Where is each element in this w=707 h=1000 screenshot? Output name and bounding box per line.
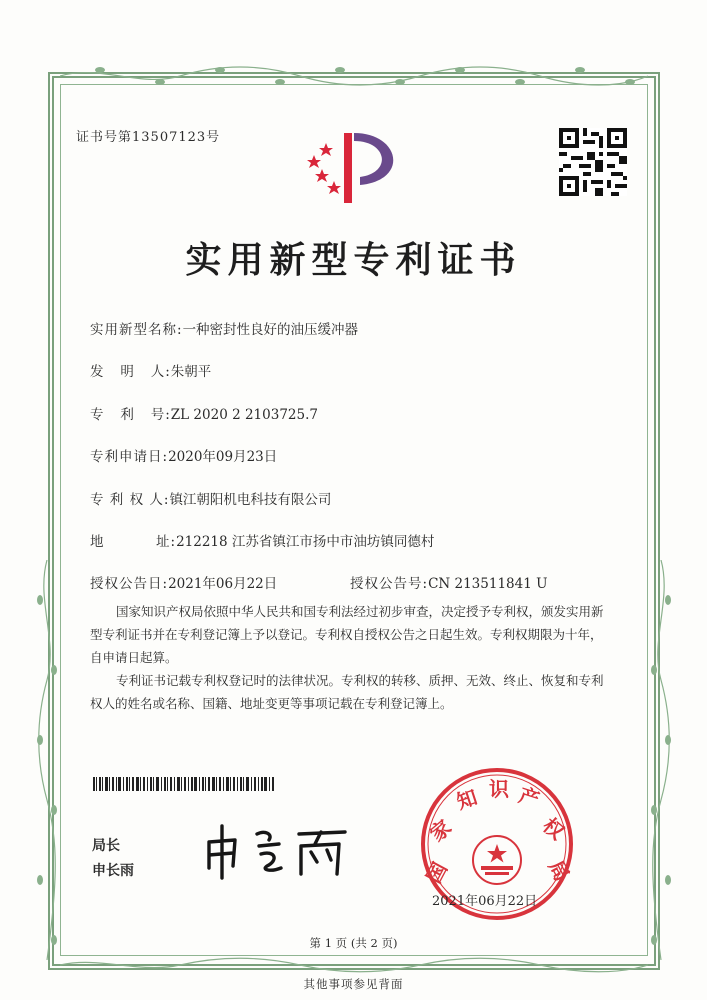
- address-value: 212218 江苏省镇江市扬中市油坊镇同德村: [176, 534, 435, 550]
- utility-model-name-row: [90, 318, 358, 338]
- right-vine-ornament: [648, 560, 674, 960]
- filing-date-row: [90, 445, 277, 465]
- grant-number-value: CN 213511841 U: [428, 576, 548, 592]
- grant-number-label: 授权公告号:: [350, 576, 429, 592]
- body-paragraph-grant: 国家知识产权局依照中华人民共和国专利法经过初步审查，决定授予专利权，颁发实用新型专利证书并在专利登记簿上予以登记。专利权自授权公告之日起生效。专利权期限为十年，自申请日起算。: [90, 604, 604, 665]
- certificate-body: [90, 600, 612, 715]
- svg-text:家: 家: [425, 815, 456, 847]
- patentee-label: 专 利 权 人:: [90, 492, 170, 508]
- bottom-vine-ornament: [60, 956, 648, 974]
- handwritten-signature: [195, 820, 360, 880]
- svg-text:知: 知: [453, 784, 481, 814]
- footer-note: 其他事项参见背面: [303, 977, 404, 991]
- left-vine-ornament: [34, 560, 60, 960]
- utility-model-name-label: 实用新型名称:: [90, 322, 183, 338]
- patent-number-label: 专 利 号:: [90, 407, 171, 423]
- inventor-value: 朱朝平: [170, 364, 212, 380]
- certificate-title: 实用新型专利证书: [185, 239, 522, 281]
- address-row: [156, 530, 434, 550]
- patent-number-value: ZL 2020 2 2103725.7: [170, 407, 318, 423]
- body-paragraph-registry: 专利证书记载专利权登记时的法律状况。专利权的转移、质押、无效、终止、恢复和专利权人的姓名或名称、国籍、地址变更等事项记载在专利登记簿上。: [90, 673, 604, 711]
- grant-date-value: 2021年06月22日: [168, 576, 278, 592]
- filing-date-label: 专利申请日:: [90, 449, 169, 465]
- svg-text:局: 局: [543, 856, 575, 886]
- inventor-row: [90, 360, 211, 380]
- seal-date: 2021年06月22日: [432, 894, 538, 909]
- qr-code: [559, 128, 627, 196]
- svg-text:国: 国: [421, 858, 453, 888]
- filing-date-value: 2020年09月23日: [168, 449, 278, 465]
- utility-model-name-value: 一种密封性良好的油压缓冲器: [182, 322, 359, 338]
- grant-number-row: [350, 572, 547, 592]
- address-label-end: 址:: [156, 534, 177, 550]
- director-title: 局长: [92, 838, 120, 854]
- inventor-label: 发 明 人:: [90, 364, 171, 380]
- barcode: [93, 777, 275, 791]
- director-name: 申长雨: [92, 863, 134, 879]
- address-label-start: 地: [90, 534, 104, 550]
- patentee-row: [90, 488, 331, 508]
- page-number: 第 1 页 (共 2 页): [309, 936, 398, 950]
- certificate-number: 证书号第13507123号: [76, 130, 221, 145]
- svg-text:识: 识: [489, 777, 509, 801]
- patentee-value: 镇江朝阳机电科技有限公司: [169, 492, 332, 508]
- grant-date-label: 授权公告日:: [90, 576, 169, 592]
- cnipa-logo: [300, 125, 410, 205]
- svg-text:权: 权: [538, 813, 569, 845]
- svg-text:产: 产: [515, 782, 543, 812]
- patent-number-row: [90, 403, 318, 423]
- top-vine-ornament: [60, 62, 648, 86]
- grant-date-row: [90, 572, 277, 592]
